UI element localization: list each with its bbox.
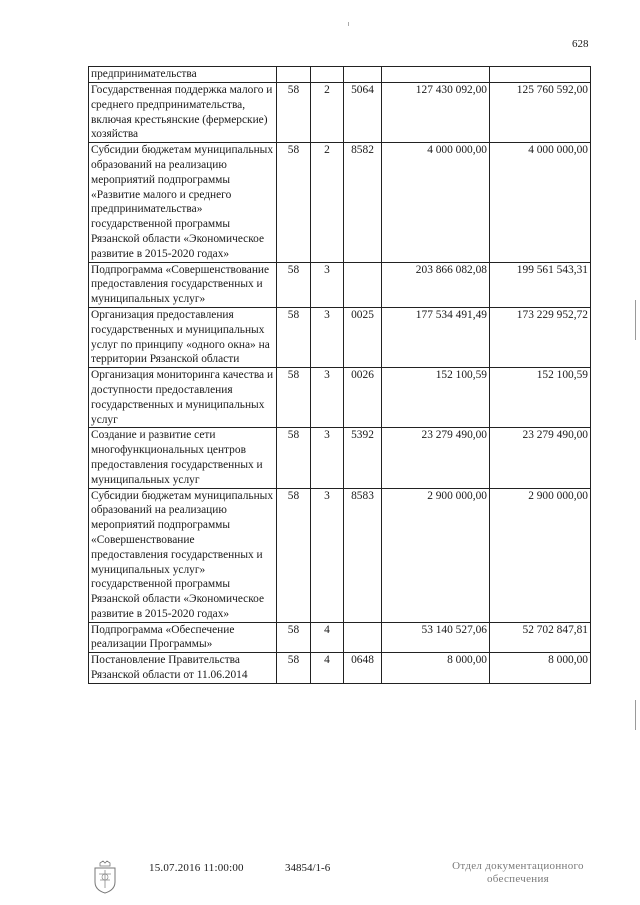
cell-amount-1: 53 140 527,06: [382, 622, 490, 653]
table-row: [89, 83, 591, 143]
cell-amount-2: 173 229 952,72: [490, 307, 591, 367]
cell-code-a: 58: [277, 143, 311, 262]
cell-amount-1: 127 430 092,00: [382, 83, 490, 143]
cell-code-a: 58: [277, 83, 311, 143]
cell-name: Субсидии бюджетам муниципальных образований на реализацию мероприятий подпрограммы «Совершенствование предоставления государственных и муниципальных услуг» государственной программы Рязанской области «Экономическое развитие в 2015-2020 годах»: [89, 488, 277, 622]
cell-code-b: 2: [311, 143, 344, 262]
cell-amount-1: 4 000 000,00: [382, 143, 490, 262]
department-stamp-line1: Отдел документационного: [452, 860, 584, 872]
cell-code-c: [344, 262, 382, 307]
cell-amount-1: 23 279 490,00: [382, 428, 490, 488]
cell-code-c: 0025: [344, 307, 382, 367]
department-stamp-line2: обеспечения: [486, 873, 550, 885]
table-row: [89, 653, 591, 684]
coat-of-arms-icon: [91, 860, 119, 894]
cell-code-b: 3: [311, 262, 344, 307]
table-row: [89, 488, 591, 622]
stamp-date: 15.07.2016 11:00:00: [149, 862, 244, 874]
department-stamp: [438, 860, 598, 886]
scan-mark: [348, 22, 349, 26]
cell-name: Постановление Правительства Рязанской области от 11.06.2014: [89, 653, 277, 684]
cell-name: Государственная поддержка малого и среднего предпринимательства, включая крестьянские (фермерские) хозяйства: [89, 83, 277, 143]
table-row: [89, 622, 591, 653]
table-row: [89, 428, 591, 488]
cell-code-c: 8582: [344, 143, 382, 262]
cell-amount-2: 23 279 490,00: [490, 428, 591, 488]
cell-code-c: [344, 67, 382, 83]
cell-code-a: [277, 67, 311, 83]
cell-amount-2: 8 000,00: [490, 653, 591, 684]
cell-code-a: 58: [277, 307, 311, 367]
scan-edge-mark: [635, 300, 638, 340]
scan-edge-mark: [635, 700, 638, 730]
cell-code-a: 58: [277, 622, 311, 653]
cell-code-a: 58: [277, 262, 311, 307]
table-row: [89, 368, 591, 428]
cell-code-a: 58: [277, 653, 311, 684]
cell-name: Создание и развитие сети многофункциональных центров предоставления государственных и муниципальных услуг: [89, 428, 277, 488]
table-row: [89, 262, 591, 307]
cell-code-c: 0648: [344, 653, 382, 684]
budget-table: [88, 66, 591, 684]
page-number: 628: [572, 38, 589, 50]
cell-name: предпринимательства: [89, 67, 277, 83]
cell-code-c: [344, 622, 382, 653]
table-row: [89, 307, 591, 367]
cell-name: Организация предоставления государственных и муниципальных услуг по принципу «одного окна» на территории Рязанской области: [89, 307, 277, 367]
cell-amount-2: 152 100,59: [490, 368, 591, 428]
cell-code-a: 58: [277, 428, 311, 488]
cell-name: Подпрограмма «Совершенствование предоставления государственных и муниципальных услуг»: [89, 262, 277, 307]
cell-code-b: 2: [311, 83, 344, 143]
table-row: [89, 143, 591, 262]
cell-code-b: 3: [311, 488, 344, 622]
cell-amount-2: 199 561 543,31: [490, 262, 591, 307]
cell-amount-2: 125 760 592,00: [490, 83, 591, 143]
cell-amount-2: 52 702 847,81: [490, 622, 591, 653]
stamp-doc-number: 34854/1-6: [285, 862, 331, 874]
cell-code-b: 3: [311, 307, 344, 367]
cell-amount-2: 4 000 000,00: [490, 143, 591, 262]
cell-amount-1: 152 100,59: [382, 368, 490, 428]
cell-name: Организация мониторинга качества и доступности предоставления государственных и муниципальных услуг: [89, 368, 277, 428]
cell-code-a: 58: [277, 488, 311, 622]
cell-amount-2: 2 900 000,00: [490, 488, 591, 622]
cell-code-a: 58: [277, 368, 311, 428]
table-row: [89, 67, 591, 83]
cell-code-c: 5392: [344, 428, 382, 488]
cell-code-b: 3: [311, 428, 344, 488]
cell-code-b: 4: [311, 622, 344, 653]
cell-code-c: 8583: [344, 488, 382, 622]
cell-amount-1: 177 534 491,49: [382, 307, 490, 367]
cell-name: Субсидии бюджетам муниципальных образований на реализацию мероприятий подпрограммы «Развитие малого и среднего предпринимательства» государственной программы Рязанской области «Экономическое развитие в 2015-2020 годах»: [89, 143, 277, 262]
cell-amount-1: 8 000,00: [382, 653, 490, 684]
page-footer: [0, 860, 640, 900]
budget-table-body: [89, 67, 591, 684]
cell-code-c: 0026: [344, 368, 382, 428]
cell-code-c: 5064: [344, 83, 382, 143]
cell-amount-2: [490, 67, 591, 83]
cell-amount-1: 2 900 000,00: [382, 488, 490, 622]
cell-code-b: 3: [311, 368, 344, 428]
cell-code-b: [311, 67, 344, 83]
cell-name: Подпрограмма «Обеспечение реализации Программы»: [89, 622, 277, 653]
cell-code-b: 4: [311, 653, 344, 684]
cell-amount-1: 203 866 082,08: [382, 262, 490, 307]
cell-amount-1: [382, 67, 490, 83]
